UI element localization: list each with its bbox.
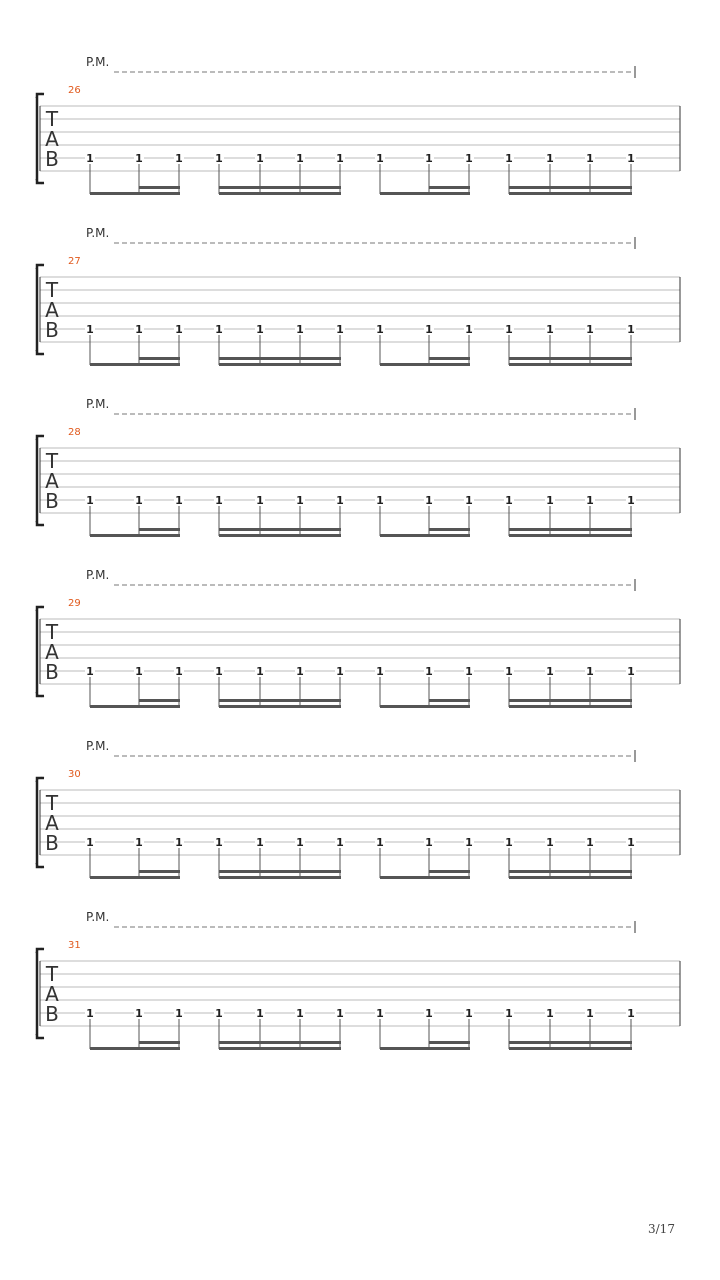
page-number: 3/17 bbox=[648, 1222, 675, 1236]
beam-secondary bbox=[509, 528, 632, 531]
beam-secondary bbox=[509, 1041, 632, 1044]
tab-clef-letter: A bbox=[45, 640, 59, 664]
fret-number: 1 bbox=[86, 323, 94, 336]
beam-primary bbox=[90, 363, 180, 366]
fret-number: 1 bbox=[376, 323, 384, 336]
fret-number: 1 bbox=[425, 152, 433, 165]
fret-number: 1 bbox=[86, 665, 94, 678]
fret-number: 1 bbox=[425, 1007, 433, 1020]
beam-secondary bbox=[509, 186, 632, 189]
fret-number: 1 bbox=[135, 1007, 143, 1020]
beam-primary bbox=[509, 192, 632, 195]
fret-number: 1 bbox=[135, 323, 143, 336]
tab-system bbox=[36, 568, 680, 708]
fret-number: 1 bbox=[425, 836, 433, 849]
fret-number: 1 bbox=[546, 836, 554, 849]
fret-number: 1 bbox=[215, 665, 223, 678]
fret-number: 1 bbox=[546, 494, 554, 507]
fret-number: 1 bbox=[336, 323, 344, 336]
tab-clef-letter: A bbox=[45, 982, 59, 1006]
beam-secondary bbox=[429, 870, 470, 873]
measure-number: 30 bbox=[68, 769, 81, 780]
fret-number: 1 bbox=[336, 152, 344, 165]
fret-number: 1 bbox=[336, 1007, 344, 1020]
fret-number: 1 bbox=[505, 494, 513, 507]
beam-primary bbox=[380, 192, 470, 195]
beam-secondary bbox=[219, 357, 341, 360]
beam-primary bbox=[90, 1047, 180, 1050]
fret-number: 1 bbox=[627, 152, 635, 165]
fret-number: 1 bbox=[296, 152, 304, 165]
beam-primary bbox=[509, 705, 632, 708]
fret-number: 1 bbox=[425, 494, 433, 507]
fret-number: 1 bbox=[175, 152, 183, 165]
fret-number: 1 bbox=[505, 1007, 513, 1020]
beam-secondary bbox=[219, 186, 341, 189]
beam-primary bbox=[380, 876, 470, 879]
beam-secondary bbox=[139, 357, 180, 360]
fret-number: 1 bbox=[505, 836, 513, 849]
tab-system bbox=[36, 397, 680, 537]
fret-number: 1 bbox=[86, 1007, 94, 1020]
fret-number: 1 bbox=[627, 323, 635, 336]
fret-number: 1 bbox=[296, 836, 304, 849]
beam-secondary bbox=[219, 528, 341, 531]
fret-number: 1 bbox=[256, 665, 264, 678]
beam-primary bbox=[90, 705, 180, 708]
beam-primary bbox=[219, 192, 341, 195]
fret-number: 1 bbox=[425, 323, 433, 336]
fret-number: 1 bbox=[175, 836, 183, 849]
fret-number: 1 bbox=[336, 836, 344, 849]
fret-number: 1 bbox=[256, 836, 264, 849]
beam-primary bbox=[90, 192, 180, 195]
palm-mute-label: P.M. bbox=[86, 910, 110, 924]
tab-clef-letter: B bbox=[45, 318, 59, 342]
tab-clef-letter: A bbox=[45, 811, 59, 835]
fret-number: 1 bbox=[86, 836, 94, 849]
beam-primary bbox=[509, 1047, 632, 1050]
beam-secondary bbox=[429, 528, 470, 531]
fret-number: 1 bbox=[465, 152, 473, 165]
beam-primary bbox=[219, 363, 341, 366]
palm-mute-label: P.M. bbox=[86, 55, 110, 69]
tab-clef-letter: T bbox=[45, 278, 59, 302]
fret-number: 1 bbox=[465, 836, 473, 849]
fret-number: 1 bbox=[586, 836, 594, 849]
fret-number: 1 bbox=[627, 665, 635, 678]
fret-number: 1 bbox=[175, 323, 183, 336]
beam-secondary bbox=[509, 357, 632, 360]
tab-clef-letter: B bbox=[45, 660, 59, 684]
measure-number: 27 bbox=[68, 256, 81, 267]
fret-number: 1 bbox=[175, 665, 183, 678]
fret-number: 1 bbox=[546, 1007, 554, 1020]
fret-number: 1 bbox=[376, 152, 384, 165]
fret-number: 1 bbox=[425, 665, 433, 678]
fret-number: 1 bbox=[376, 665, 384, 678]
fret-number: 1 bbox=[586, 152, 594, 165]
fret-number: 1 bbox=[627, 1007, 635, 1020]
fret-number: 1 bbox=[215, 494, 223, 507]
beam-primary bbox=[90, 534, 180, 537]
fret-number: 1 bbox=[215, 152, 223, 165]
beam-primary bbox=[509, 534, 632, 537]
tab-clef-letter: B bbox=[45, 1002, 59, 1026]
tab-clef-letter: A bbox=[45, 298, 59, 322]
fret-number: 1 bbox=[546, 665, 554, 678]
fret-number: 1 bbox=[376, 1007, 384, 1020]
fret-number: 1 bbox=[215, 323, 223, 336]
beam-secondary bbox=[139, 870, 180, 873]
fret-number: 1 bbox=[336, 665, 344, 678]
tab-system bbox=[36, 226, 680, 366]
beam-primary bbox=[380, 363, 470, 366]
fret-number: 1 bbox=[135, 494, 143, 507]
fret-number: 1 bbox=[586, 665, 594, 678]
tab-clef-letter: T bbox=[45, 107, 59, 131]
fret-number: 1 bbox=[296, 494, 304, 507]
palm-mute-label: P.M. bbox=[86, 568, 110, 582]
beam-secondary bbox=[429, 1041, 470, 1044]
fret-number: 1 bbox=[296, 665, 304, 678]
beam-primary bbox=[219, 876, 341, 879]
beam-secondary bbox=[219, 699, 341, 702]
measure-number: 31 bbox=[68, 940, 81, 951]
tab-clef-letter: T bbox=[45, 620, 59, 644]
fret-number: 1 bbox=[256, 1007, 264, 1020]
beam-primary bbox=[219, 1047, 341, 1050]
beam-secondary bbox=[139, 186, 180, 189]
fret-number: 1 bbox=[627, 836, 635, 849]
fret-number: 1 bbox=[465, 665, 473, 678]
fret-number: 1 bbox=[627, 494, 635, 507]
tab-clef-letter: B bbox=[45, 147, 59, 171]
fret-number: 1 bbox=[86, 494, 94, 507]
beam-secondary bbox=[509, 870, 632, 873]
measure-number: 29 bbox=[68, 598, 81, 609]
beam-primary bbox=[509, 363, 632, 366]
fret-number: 1 bbox=[256, 323, 264, 336]
beam-primary bbox=[380, 534, 470, 537]
measure-number: 28 bbox=[68, 427, 81, 438]
fret-number: 1 bbox=[256, 152, 264, 165]
fret-number: 1 bbox=[505, 665, 513, 678]
palm-mute-label: P.M. bbox=[86, 226, 110, 240]
beam-secondary bbox=[219, 870, 341, 873]
fret-number: 1 bbox=[586, 1007, 594, 1020]
tab-clef-letter: A bbox=[45, 127, 59, 151]
fret-number: 1 bbox=[135, 836, 143, 849]
tab-clef-letter: B bbox=[45, 831, 59, 855]
beam-secondary bbox=[509, 699, 632, 702]
fret-number: 1 bbox=[505, 152, 513, 165]
measure-number: 26 bbox=[68, 85, 81, 96]
fret-number: 1 bbox=[465, 323, 473, 336]
tab-clef-letter: A bbox=[45, 469, 59, 493]
beam-secondary bbox=[429, 186, 470, 189]
fret-number: 1 bbox=[586, 494, 594, 507]
beam-primary bbox=[219, 534, 341, 537]
beam-primary bbox=[90, 876, 180, 879]
fret-number: 1 bbox=[336, 494, 344, 507]
tab-system bbox=[36, 55, 680, 195]
beam-secondary bbox=[429, 699, 470, 702]
fret-number: 1 bbox=[505, 323, 513, 336]
tab-clef-letter: T bbox=[45, 962, 59, 986]
beam-secondary bbox=[429, 357, 470, 360]
tab-system bbox=[36, 910, 680, 1050]
fret-number: 1 bbox=[296, 1007, 304, 1020]
fret-number: 1 bbox=[376, 836, 384, 849]
beam-primary bbox=[380, 705, 470, 708]
fret-number: 1 bbox=[546, 152, 554, 165]
beam-primary bbox=[219, 705, 341, 708]
beam-secondary bbox=[139, 528, 180, 531]
tab-system bbox=[36, 739, 680, 879]
beam-secondary bbox=[139, 1041, 180, 1044]
fret-number: 1 bbox=[465, 494, 473, 507]
beam-primary bbox=[380, 1047, 470, 1050]
fret-number: 1 bbox=[135, 665, 143, 678]
fret-number: 1 bbox=[376, 494, 384, 507]
fret-number: 1 bbox=[296, 323, 304, 336]
beam-primary bbox=[509, 876, 632, 879]
fret-number: 1 bbox=[546, 323, 554, 336]
fret-number: 1 bbox=[256, 494, 264, 507]
fret-number: 1 bbox=[465, 1007, 473, 1020]
tab-clef-letter: T bbox=[45, 449, 59, 473]
fret-number: 1 bbox=[586, 323, 594, 336]
palm-mute-label: P.M. bbox=[86, 739, 110, 753]
fret-number: 1 bbox=[135, 152, 143, 165]
fret-number: 1 bbox=[215, 836, 223, 849]
beam-secondary bbox=[219, 1041, 341, 1044]
fret-number: 1 bbox=[86, 152, 94, 165]
fret-number: 1 bbox=[175, 494, 183, 507]
palm-mute-label: P.M. bbox=[86, 397, 110, 411]
beam-secondary bbox=[139, 699, 180, 702]
fret-number: 1 bbox=[215, 1007, 223, 1020]
tab-clef-letter: B bbox=[45, 489, 59, 513]
tab-clef-letter: T bbox=[45, 791, 59, 815]
fret-number: 1 bbox=[175, 1007, 183, 1020]
